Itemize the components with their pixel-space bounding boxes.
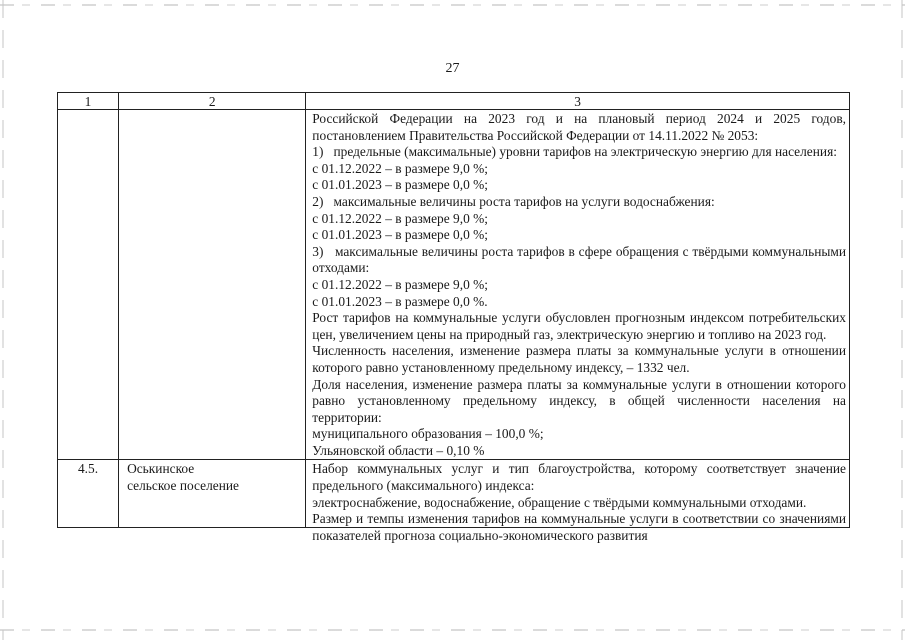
- text-line: с 01.12.2022 – в размере 9,0 %;: [312, 276, 489, 292]
- scan-edge-bottom: [0, 629, 905, 631]
- table-header-row: [58, 93, 850, 110]
- list-item-2: 2) максимальные величины роста тарифов на услуги водоснабжения:: [312, 193, 715, 209]
- municipality-cell: [119, 110, 306, 460]
- scan-edge-left: [2, 0, 4, 640]
- row-number-cell: 4.5.: [58, 460, 119, 528]
- scan-edge-right: [901, 0, 903, 640]
- row-number-cell: [58, 110, 119, 460]
- paragraph-population: Численность населения, изменение размера платы за коммунальные услуги в отношении которого равно установленному предельному индексу, – 1332 чел.: [312, 343, 846, 375]
- text-line: с 01.12.2022 – в размере 9,0 %;: [312, 160, 489, 176]
- description-cell: [306, 460, 850, 543]
- table-row-4-5: [58, 460, 850, 528]
- table-row-continued: [58, 110, 850, 460]
- text-line: муниципального образования – 100,0 %;: [312, 426, 544, 442]
- text-line: с 01.01.2023 – в размере 0,0 %;: [312, 227, 489, 243]
- text-line: Ульяновской области – 0,10 %: [312, 442, 485, 458]
- list-item-3: 3) максимальные величины роста тарифов в сфере обращения с твёрдыми коммунальными отходами:: [312, 243, 846, 276]
- text-line: Российской Федерации на 2023 год и на плановый период 2024 и 2025 годов, постановлением Правительства Российской Федерации от 14.11.2022 № 2053:: [312, 111, 846, 143]
- paragraph-growth: Рост тарифов на коммунальные услуги обусловлен прогнозным индексом потребительских цен, увеличением цены на природный газ, электрическую энергию и топливо на 2023 год.: [312, 310, 846, 342]
- column-header-2: 2: [119, 93, 306, 110]
- page-number: 27: [445, 61, 460, 76]
- tariff-table: [57, 92, 850, 543]
- text-line: с 01.01.2023 – в размере 0,0 %.: [312, 293, 488, 309]
- column-header-3: 3: [306, 93, 850, 110]
- description-cell: [306, 110, 850, 460]
- scan-edge-top: [0, 4, 905, 6]
- text-line: с 01.01.2023 – в размере 0,0 %;: [312, 177, 489, 193]
- column-header-1: 1: [58, 93, 119, 110]
- paragraph-tariffs: Размер и темпы изменения тарифов на коммунальные услуги в соответствии со значениями показателей прогноза социально-экономического развития: [312, 511, 846, 543]
- list-item-1: 1) предельные (максимальные) уровни тарифов на электрическую энергию для населения:: [312, 144, 837, 160]
- text-line: с 01.12.2022 – в размере 9,0 %;: [312, 210, 489, 226]
- paragraph-set: Набор коммунальных услуг и тип благоустройства, которому соответствует значение предельного (максимального) индекса:: [312, 461, 846, 494]
- municipality-name-line-2: сельское поселение: [127, 478, 239, 494]
- municipality-name-line-1: Оськинское: [127, 461, 195, 477]
- paragraph-share: Доля населения, изменение размера платы за коммунальные услуги в отношении которого равно установленному предельному индексу, в общей численности населения на территории:: [312, 376, 846, 425]
- municipality-cell: [119, 460, 306, 528]
- paragraph-services: электроснабжение, водоснабжение, обращение с твёрдыми коммунальными отходами.: [312, 494, 807, 510]
